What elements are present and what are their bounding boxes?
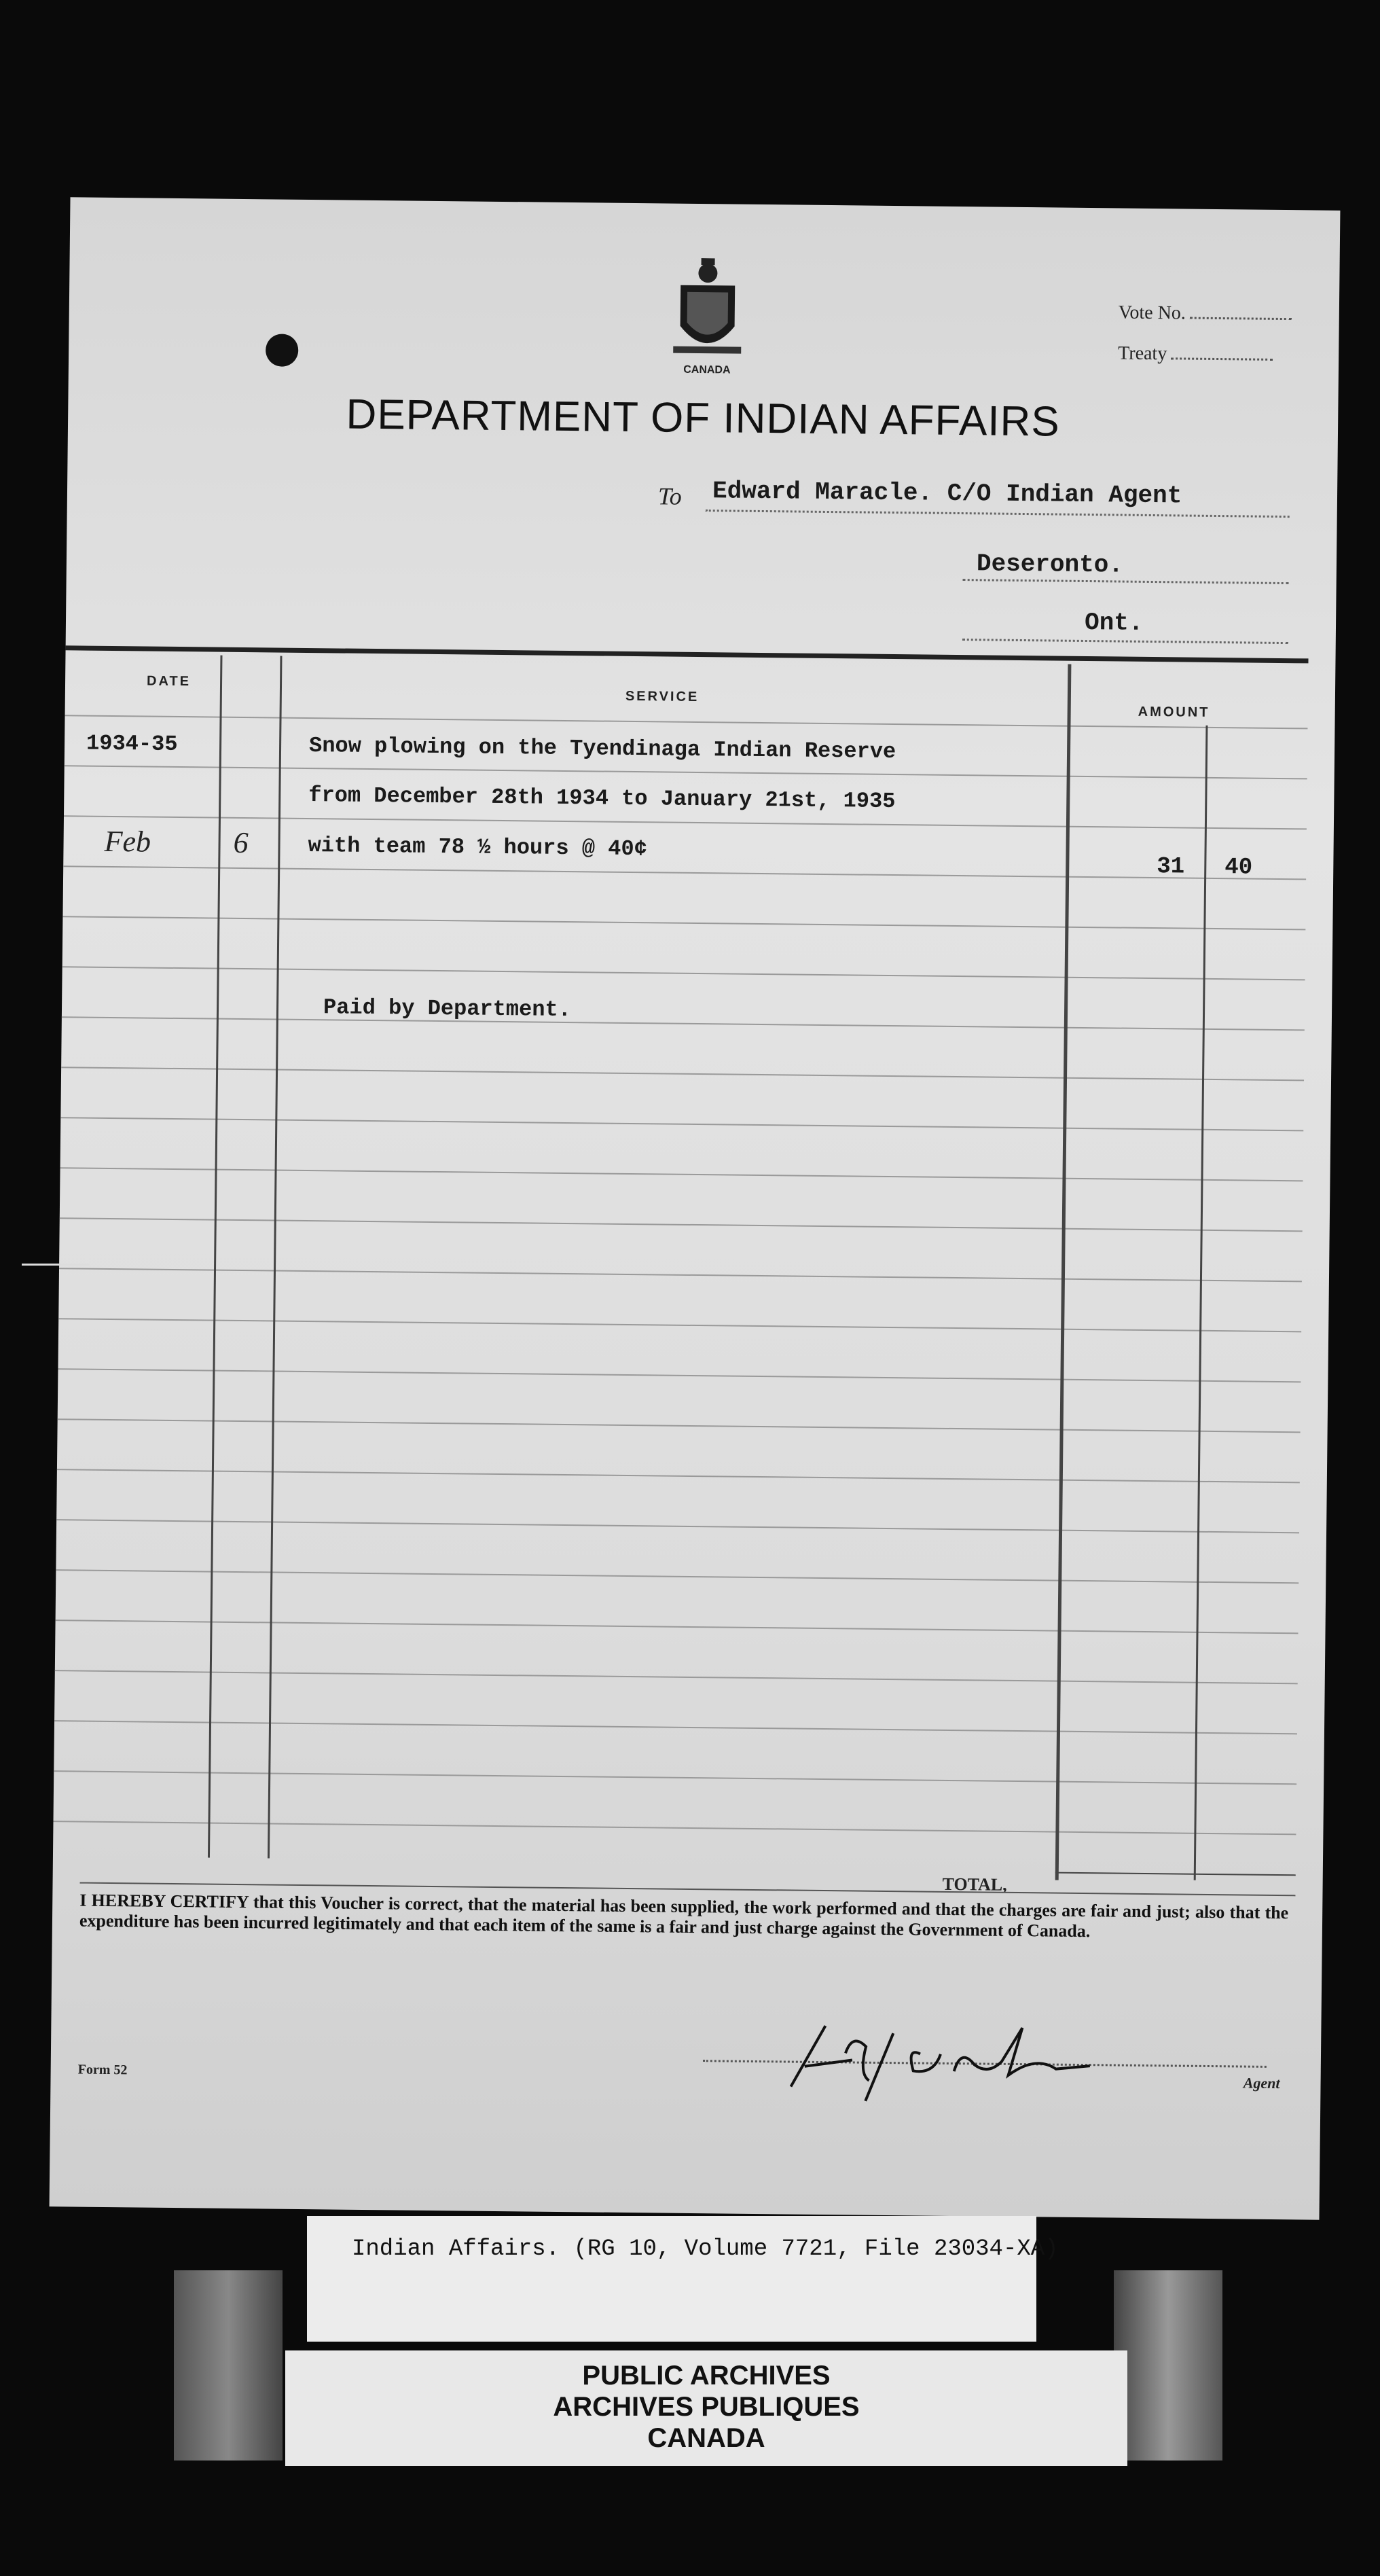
ledger-rule xyxy=(59,1268,1302,1282)
service-header: SERVICE xyxy=(625,688,700,705)
ledger-rule xyxy=(56,1620,1299,1634)
ledger-rule xyxy=(54,1720,1297,1734)
ledger-rule xyxy=(62,916,1305,930)
ledger-rule xyxy=(54,1770,1296,1785)
ledger-rule xyxy=(64,815,1307,829)
date-service-divider xyxy=(268,656,283,1859)
archive-line-3: CANADA xyxy=(647,2423,765,2453)
archive-reference: Indian Affairs. (RG 10, Volume 7721, File 23034-XA) xyxy=(352,2236,1059,2262)
department-title: DEPARTMENT OF INDIAN AFFAIRS xyxy=(346,391,1061,446)
ledger-rule xyxy=(58,1418,1301,1433)
date-divider-month xyxy=(208,656,223,1858)
amount-header: AMOUNT xyxy=(1138,704,1210,720)
paid-note: Paid by Department. xyxy=(323,995,572,1023)
ledger-rule xyxy=(65,765,1307,779)
date-month-handwritten: Feb xyxy=(104,824,151,859)
edge-mark xyxy=(22,1264,90,1266)
agent-signature xyxy=(750,2005,1104,2110)
ledger-rule xyxy=(63,865,1306,880)
date-header: DATE xyxy=(146,673,192,690)
date-day-handwritten: 6 xyxy=(233,825,249,860)
date-year: 1934-35 xyxy=(86,730,178,757)
ledger-rule xyxy=(62,966,1305,980)
ledger-rule xyxy=(53,1821,1296,1835)
ledger-rule xyxy=(55,1670,1298,1684)
recipient-place: Deseronto. xyxy=(976,550,1124,579)
ledger-rule xyxy=(56,1519,1299,1533)
archive-line-1: PUBLIC ARCHIVES xyxy=(582,2361,831,2391)
treaty-field: Treaty xyxy=(1118,342,1273,365)
vote-number-field: Vote No. xyxy=(1119,302,1292,325)
ledger-rule xyxy=(60,1217,1303,1232)
archive-line-2: ARCHIVES PUBLIQUES xyxy=(553,2392,860,2422)
canada-crest-icon xyxy=(666,258,749,368)
recipient-name: Edward Maracle. C/O Indian Agent xyxy=(712,477,1182,510)
agent-label: Agent xyxy=(1243,2074,1280,2092)
form-number: Form 52 xyxy=(77,2062,128,2078)
punch-hole xyxy=(266,334,299,367)
voucher-form xyxy=(50,197,1341,2219)
ledger-rule xyxy=(58,1368,1301,1382)
recipient-province: Ont. xyxy=(1084,608,1144,637)
ledger-rule xyxy=(60,1117,1303,1131)
ledger-rule xyxy=(56,1569,1299,1584)
ledger-rule xyxy=(57,1469,1300,1483)
amount-dollars: 31 xyxy=(1157,854,1185,880)
ledger-rule xyxy=(58,1318,1301,1332)
service-line-1: Snow plowing on the Tyendinaga Indian Reserve xyxy=(308,733,896,765)
service-line-3: with team 78 ½ hours @ 40¢ xyxy=(308,833,648,862)
card-holder-left xyxy=(174,2270,283,2461)
crest-label: CANADA xyxy=(683,363,731,376)
ledger-rule xyxy=(61,1067,1304,1081)
total-label: TOTAL, xyxy=(942,1874,1007,1895)
header-rule xyxy=(66,645,1309,663)
service-amount-divider xyxy=(1055,664,1072,1880)
amount-cents: 40 xyxy=(1224,855,1253,881)
ledger-rule xyxy=(60,1167,1303,1181)
ledger-rule xyxy=(62,1016,1305,1031)
reference-card xyxy=(307,2216,1036,2342)
archive-stamp xyxy=(285,2360,1127,2454)
certification-text: I HEREBY CERTIFY that this Voucher is correct, that the material has been supplied, the work performed and that the charges are fair and just; also that the expenditure has been incurred legitimately and that each item of the same is a fair and just charge against the Government of Canada. xyxy=(79,1890,1289,1942)
service-line-2: from December 28th 1934 to January 21st, 1935 xyxy=(308,783,896,815)
card-holder-right xyxy=(1114,2270,1222,2461)
ledger-lines xyxy=(71,197,1341,211)
to-label: To xyxy=(657,482,682,510)
dollars-cents-divider xyxy=(1194,726,1208,1880)
